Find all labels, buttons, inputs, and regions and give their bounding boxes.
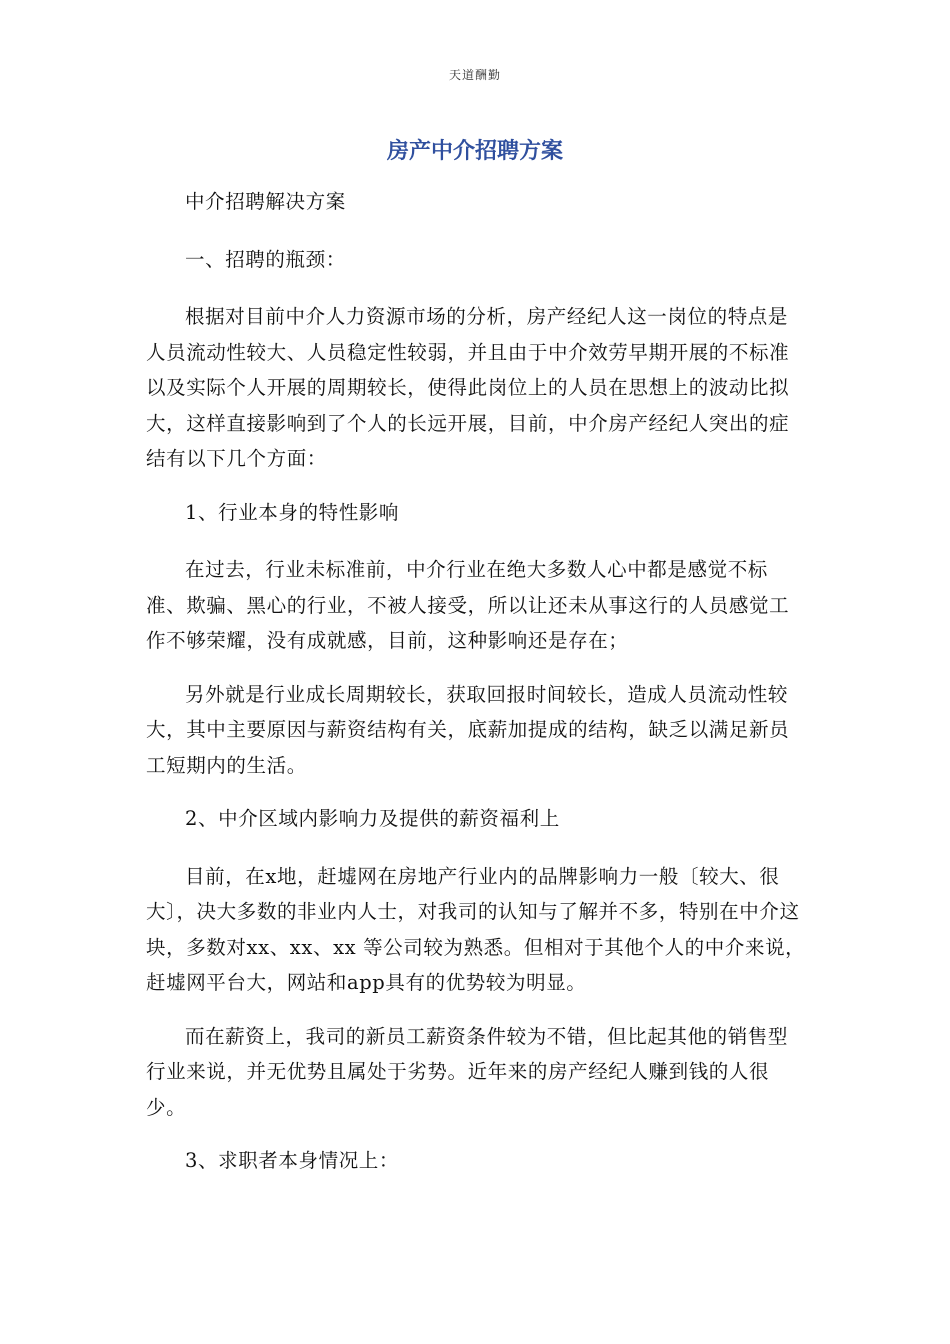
body-paragraph: 在过去，行业未标准前，中介行业在绝大多数人心中都是感觉不标准、欺骗、黑心的行业，不被人接受，所以让还未从事这行的人员感觉工作不够荣耀，没有成就感，目前，这种影响还是存在； (146, 558, 790, 652)
document-title: 房产中介招聘方案 (386, 139, 563, 164)
subsection-heading: 1、行业本身的特性影响 (185, 500, 400, 524)
subsection-heading: 2、中介区域内影响力及提供的薪资福利上 (185, 807, 560, 830)
body-paragraph: 目前，在x地，赶墟网在房地产行业内的品牌影响力一般〔较大、很大〕，决大多数的非业内人士，对我司的认知与了解并不多，特别在中介这块，多数对xx、xx、xx 等公司较为熟悉。但相对于其他个人的中介来说，赶墟网平台大，网站和app具有的优势较为明显。 (146, 864, 806, 994)
section-heading: 中介招聘解决方案 (185, 190, 346, 213)
body-paragraph: 另外就是行业成长周期较长，获取回报时间较长，造成人员流动性较大，其中主要原因与薪资结构有关，底薪加提成的结构，缺乏以满足新员工短期内的生活。 (146, 682, 790, 777)
body-paragraph: 而在薪资上，我司的新员工薪资条件较为不错，但比起其他的销售型行业来说，并无优势且属处于劣势。近年来的房产经纪人赚到钱的人很少。 (146, 1024, 789, 1119)
subsection-heading: 3、求职者本身情况上： (185, 1149, 400, 1172)
body-paragraph: 根据对目前中介人力资源市场的分析，房产经纪人这一岗位的特点是人员流动性较大、人员稳定性较弱，并且由于中介效劳早期开展的不标准以及实际个人开展的周期较长，使得此岗位上的人员在思想上的波动比拟大，这样直接影响到了个人的长远开展，目前，中介房产经纪人突出的症结有以下几个方面： (146, 305, 790, 470)
document-body (146, 184, 806, 1201)
section-heading: 一、招聘的瓶颈： (185, 247, 346, 271)
page-header: 天道酬勤 (448, 68, 501, 82)
